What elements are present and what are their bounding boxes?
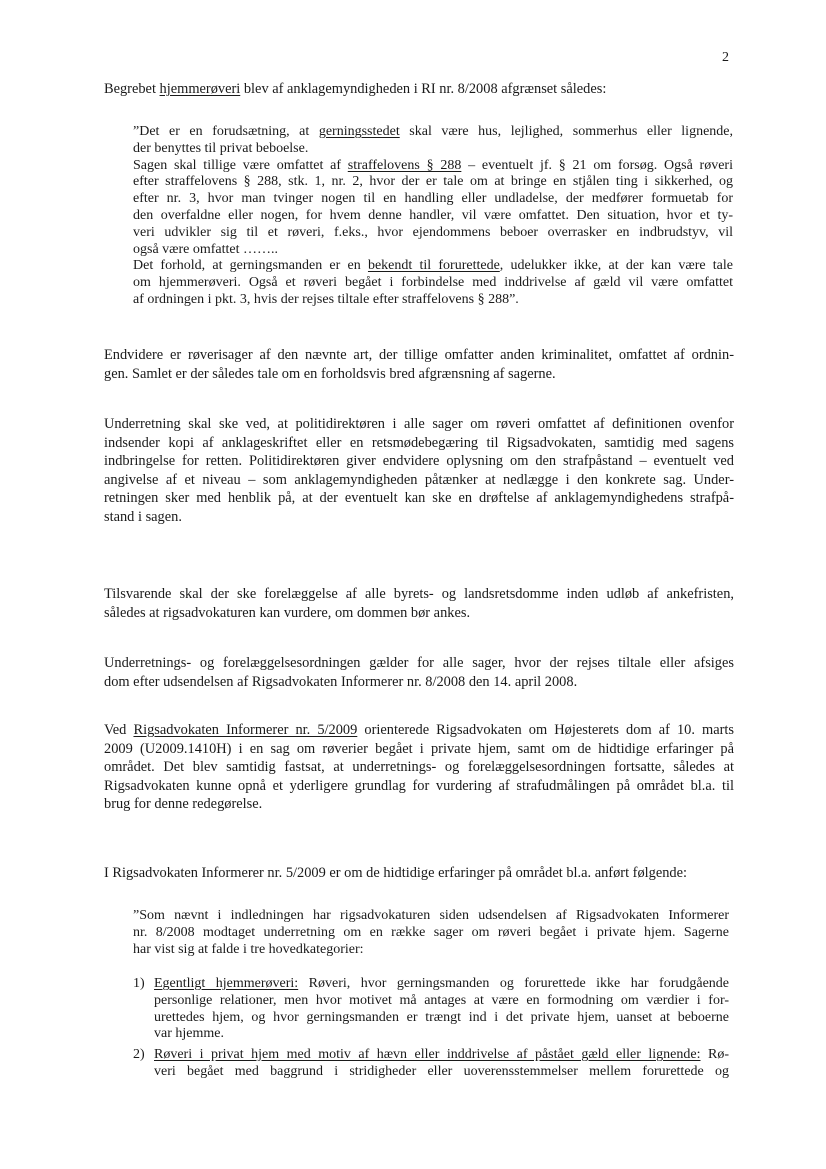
paragraph-line: brug for denne redegørelse. (104, 796, 263, 812)
paragraph-line: Endvidere er røverisager af den nævnte art, der tillige omfatter anden kriminalitet, omfattet af ordnin- (104, 347, 734, 363)
paragraph-line: Underretnings- og forelæggelsesordningen gælder for alle sager, hvor der rejses tiltale eller afsiges (104, 655, 734, 671)
paragraph-tilsvarende (104, 585, 734, 622)
list-item-line: var hjemme. (154, 1026, 224, 1042)
paragraph-line: gen. Samlet er der således tale om en forholdsvis bred afgrænsning af sagerne. (104, 365, 556, 382)
paragraph-line: stand i sagen. (104, 508, 182, 525)
paragraph-erfaringer (104, 864, 744, 883)
link-hjemmeroveri[interactable]: hjemmerøveri (159, 81, 241, 97)
list-number: 2) (133, 1047, 145, 1062)
paragraph-line: Underretning skal ske ved, at politidirektøren i alle sager om røveri omfattet af definitionen ovenfor (104, 416, 734, 432)
quote-line: efter straffelovens § 288, stk. 1, nr. 2, hvor der er tale om at bringe en stjålen ting i sikkerhed, og (133, 174, 733, 190)
quote-line: der benyttes til privat beboelse. (133, 140, 309, 156)
list-item-title: Egentligt hjemmerøveri: (154, 976, 299, 991)
list-item-line: urettedes hjem, og hvor gerningsmanden er trængt ind i det private hjem, uanset at beboerne (154, 1009, 729, 1025)
intro-paragraph (104, 80, 664, 99)
paragraph-ordningen (104, 654, 734, 691)
intro-text-end: blev af anklagemyndigheden i RI nr. 8/2008 afgrænset således: (240, 81, 607, 97)
paragraph-line: angivelse af et niveau – som anklagemyndigheden påtænker at nedlægge i den konkrete sag. Under- (104, 471, 734, 488)
paragraph-endvidere (104, 346, 734, 383)
list-number: 1) (133, 976, 145, 991)
quote-definition (133, 124, 733, 309)
quote-text: skal være hus, lejlighed, sommerhus eller lignende, (399, 124, 734, 139)
paragraph-text: Ved (104, 722, 134, 738)
paragraph-text: orienterede Rigsadvokaten om Højesterets dom af 10. marts (357, 722, 734, 738)
quote-line: nr. 8/2008 modtaget underretning om en række sager om røveri begået i private hjem. Sagerne (133, 924, 729, 940)
list-item-line: veri begået med baggrund i stridigheder eller uoverensstemmelser mellem forurettede og (154, 1063, 729, 1079)
list-item (133, 1047, 729, 1081)
quote-erfaringer (133, 908, 729, 958)
paragraph-line: Tilsvarende skal der ske forelæggelse af alle byrets- og landsretsdomme inden udløb af ankefristen, (104, 586, 734, 602)
list-item-text: Rø- (700, 1047, 729, 1062)
quote-line: også være omfattet …….. (133, 241, 279, 257)
quote-line: om hjemmerøveri. Også et røveri begået i forbindelse med inddrivelse af gæld vil være omfattet (133, 275, 733, 291)
quote-text: , udelukker ikke, at der kan være tale (499, 258, 733, 274)
quote-line: den overfaldne eller nogen, for hvem denne handler, vil være omfattet. Den situation, hvor et ty- (133, 207, 733, 223)
quote-text: ”Det er en forudsætning, at (133, 124, 319, 139)
quote-line: har vist sig at falde i tre hovedkategorier: (133, 941, 364, 957)
paragraph-line: I Rigsadvokaten Informerer nr. 5/2009 er om de hidtidige erfaringer på området bl.a. anført følgende: (104, 865, 688, 881)
list-item-line: personlige relationer, men hvor motivet må antages at være en formodning om værdier i for- (154, 992, 729, 1008)
list-item (133, 976, 729, 1043)
quote-line: efter nr. 3, hvor man tvinger nogen til en handling eller undladelse, der medfører formuetab for (133, 191, 733, 207)
quote-line: af ordningen i pkt. 3, hvis der rejses tiltale efter straffelovens § 288”. (133, 291, 519, 307)
quote-line: veri udvikler sig til et røveri, f.eks., hvor ejendommens beboer overrasker en indbrudstyv, vil (133, 224, 733, 240)
list-item-text: Røveri, hvor gerningsmanden og forurettede ikke har forudgående (298, 976, 729, 991)
quote-text: Det forhold, at gerningsmanden er en (133, 258, 368, 274)
paragraph-line: indsender kopi af anklageskriftet eller en retsmødebegæring til Rigsadvokaten, samtidig med sagens (104, 434, 734, 451)
link-bekendt-til-forurettede[interactable]: bekendt til forurettede (367, 258, 500, 274)
paragraph-underretning (104, 415, 734, 526)
paragraph-line: området. Det blev samtidig fastsat, at underretnings- og forelæggelsesordningen fortsatte, således at (104, 759, 734, 775)
paragraph-line: indbringelse for retten. Politidirektøren giver endvidere oplysning om den strafpåstand – eventuelt ved (104, 453, 734, 469)
intro-text: Begrebet (104, 81, 160, 97)
paragraph-line: retningen sker med henblik på, at der eventuelt kan ske en drøftelse af anklagemyndighedens strafpå- (104, 490, 734, 506)
link-gerningsstedet[interactable]: gerningsstedet (318, 124, 400, 139)
paragraph-line: 2009 (U2009.1410H) i en sag om røverier begået i private hjem, samt om de hidtidige erfaringer på (104, 740, 734, 757)
quote-line: ”Som nævnt i indledningen har rigsadvokaturen siden udsendelsen af Rigsadvokaten Informerer (133, 908, 729, 923)
list-item-title: Røveri i privat hjem med motiv af hævn eller inddrivelse af påstået gæld eller lignende: (154, 1047, 701, 1062)
quote-text: – eventuelt jf. § 21 om forsøg. Også røveri (461, 157, 733, 173)
link-straffelovens-288[interactable]: straffelovens § 288 (347, 157, 462, 173)
paragraph-line: dom efter udsendelsen af Rigsadvokaten Informerer nr. 8/2008 den 14. april 2008. (104, 673, 578, 690)
page-number: 2 (722, 50, 729, 65)
link-ri-5-2009[interactable]: Rigsadvokaten Informerer nr. 5/2009 (133, 722, 358, 738)
quote-text: Sagen skal tillige være omfattet af (133, 157, 348, 173)
paragraph-line: således at rigsadvokaturen kan vurdere, om dommen bør ankes. (104, 604, 471, 621)
paragraph-line: Rigsadvokaten kunne opnå et yderligere grundlag for vurdering af strafudmålingen på området bl.a. til (104, 777, 734, 794)
paragraph-ri-5-2009 (104, 721, 734, 814)
